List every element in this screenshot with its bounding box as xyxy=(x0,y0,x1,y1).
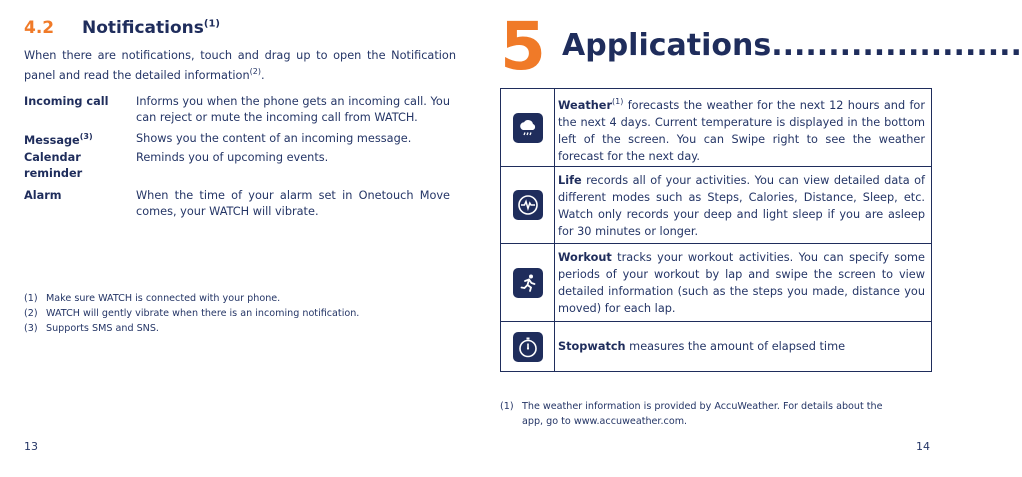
desc-calendar-reminder: Reminds you of upcoming events. xyxy=(136,151,329,164)
heartbeat-icon xyxy=(513,190,543,220)
weather-cloud-icon xyxy=(513,113,543,143)
section-title: Notifications$^{(1)}$ xyxy=(82,18,220,38)
footnote-1: (1) Make sure WATCH is connected with your phone. xyxy=(24,293,281,304)
section-number: 4.2 xyxy=(24,18,55,38)
page-number-left: 13 xyxy=(24,440,38,453)
intro-paragraph: When there are notifications, touch and drag up to open the Notification panel and read the detailed information$^{(2)}$. xyxy=(24,49,456,82)
term-incoming-call: Incoming call xyxy=(24,95,109,108)
weather-description: Weather$^{(1)}$ forecasts the weather for the next 12 hours and for the next 4 days. Current temperature is displayed in the bottom left of the screen. You can Swipe right to see the weather forecast for the next day. xyxy=(558,97,925,163)
stopwatch-icon xyxy=(513,332,543,362)
desc-message: Shows you the content of an incoming message. xyxy=(136,132,412,145)
desc-incoming-call: Informs you when the phone gets an incoming call. You can reject or mute the incoming call from WATCH. xyxy=(136,95,450,124)
page-number-right: 14 xyxy=(916,440,930,453)
chapter-number: 5 xyxy=(500,8,546,85)
life-description: Life records all of your activities. You can view detailed data of different modes such as Steps, Calories, Distance, Sleep, etc. Watch only records your deep and light sleep if you are asleep for 30 minutes or longer. xyxy=(558,174,925,238)
term-calendar-reminder: Calendar reminder xyxy=(24,151,83,180)
app-row-workout xyxy=(501,244,931,322)
chapter-title: Applications...................... xyxy=(562,28,1022,63)
desc-alarm: When the time of your alarm set in Onetouch Move comes, your WATCH will vibrate. xyxy=(136,189,450,218)
app-row-stopwatch xyxy=(501,322,931,372)
term-message: Message$^{(3)}$ xyxy=(24,132,93,147)
footnote-2: (2) WATCH will gently vibrate when there is an incoming notification. xyxy=(24,308,360,319)
term-alarm: Alarm xyxy=(24,189,62,202)
stopwatch-description: Stopwatch measures the amount of elapsed time xyxy=(558,340,846,353)
running-icon xyxy=(513,268,543,298)
workout-description: Workout tracks your workout activities. You can specify some periods of your workout by lap and swipe the screen to view detailed information (such as the steps you made, distance you moved) for each lap. xyxy=(558,251,925,315)
footnote-3: (3) Supports SMS and SNS. xyxy=(24,323,159,334)
app-row-weather xyxy=(501,89,931,167)
app-row-life xyxy=(501,167,931,244)
applications-table xyxy=(500,88,932,372)
footnote-right: (1) The weather information is provided by AccuWeather. For details about the app, go to www.accuweather.com. xyxy=(500,401,883,427)
